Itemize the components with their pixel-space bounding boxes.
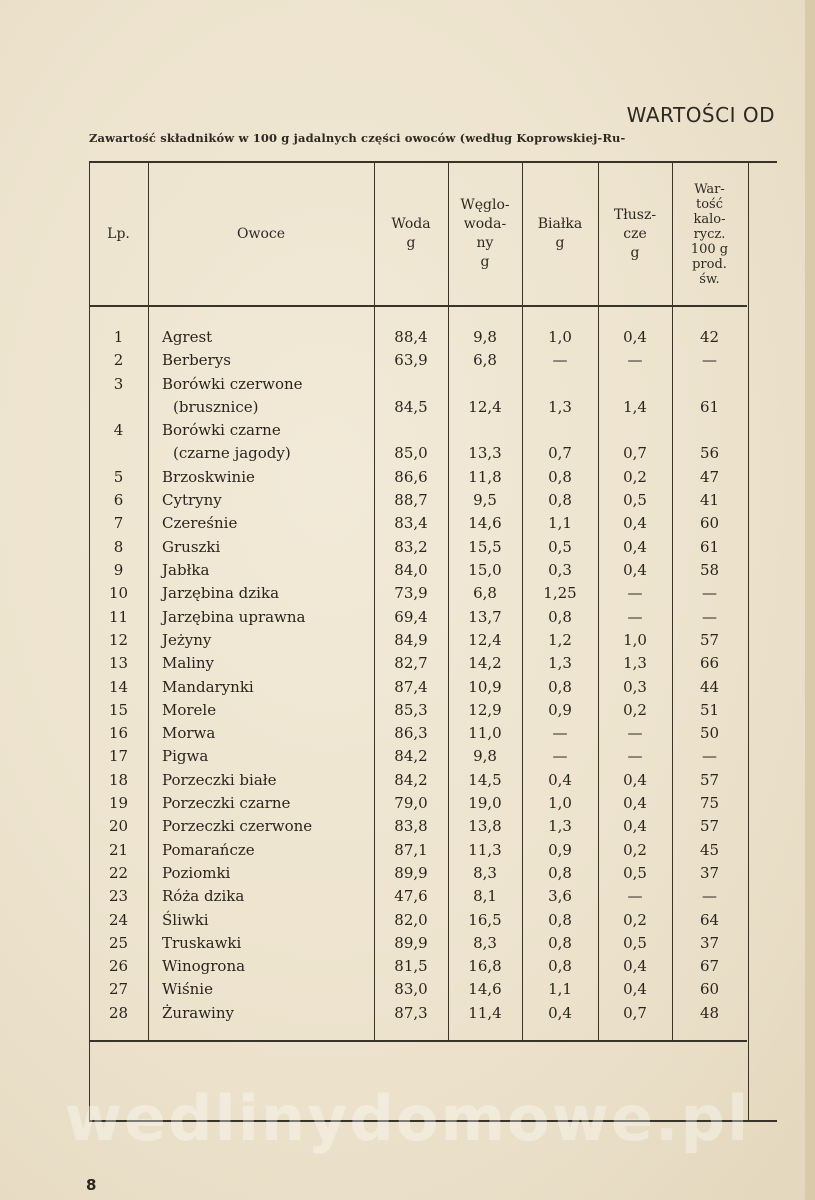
row-number: 16 [108, 724, 129, 743]
row-number: 23 [108, 887, 129, 906]
cell-weglowodany: 9,5 [473, 491, 497, 510]
row-number: 24 [108, 910, 129, 929]
cell-kalorycznosc: 61 [699, 537, 720, 556]
row-number: 18 [108, 770, 129, 789]
row-number: 15 [108, 700, 129, 719]
cell-bialka: — [552, 724, 568, 743]
header-kalorycznosc: War- tość kalo- rycz. 100 g prod. św. [690, 181, 729, 287]
cell-bialka: 0,8 [548, 863, 572, 882]
cell-tluszcze: 0,4 [623, 514, 647, 533]
cell-bialka: 1,1 [548, 514, 572, 533]
row-number: 22 [108, 863, 129, 882]
cell-tluszcze: — [627, 584, 643, 603]
header-bialka: Białka g [537, 216, 583, 251]
fruit-name: Cytryny [162, 491, 222, 510]
table-row [89, 771, 747, 794]
cell-bialka: 0,4 [548, 770, 572, 789]
cell-tluszcze: 0,2 [623, 700, 647, 719]
table-row [89, 491, 747, 514]
cell-tluszcze: — [627, 887, 643, 906]
table-row [89, 1004, 747, 1027]
cell-weglowodany: 11,3 [468, 840, 502, 859]
cell-woda: 84,5 [394, 397, 428, 416]
cell-kalorycznosc: 51 [699, 700, 720, 719]
cell-weglowodany: 12,9 [468, 700, 502, 719]
cell-tluszcze: 0,4 [623, 980, 647, 999]
cell-weglowodany: 8,1 [473, 887, 497, 906]
cell-kalorycznosc: — [702, 584, 717, 603]
table-caption: Zawartość składników w 100 g jadalnych części owoców (według Koprowskiej-Ru- [89, 131, 626, 145]
table-row [89, 421, 747, 468]
row-number: 27 [108, 980, 129, 999]
row-number: 14 [108, 677, 129, 696]
cell-kalorycznosc: 75 [699, 794, 720, 812]
cell-weglowodany: 8,3 [473, 863, 497, 882]
watermark: wedlinydomowe.pl [64, 1082, 751, 1155]
cell-woda: 83,2 [394, 537, 428, 556]
cell-kalorycznosc: 41 [699, 491, 720, 510]
cell-kalorycznosc: — [702, 747, 717, 766]
table-row [89, 468, 747, 491]
cell-kalorycznosc: 37 [699, 863, 720, 882]
table-row [89, 724, 747, 747]
table-row [89, 911, 747, 934]
cell-woda: 82,7 [394, 654, 428, 673]
cell-bialka: 0,8 [548, 607, 572, 626]
cell-kalorycznosc: 67 [699, 957, 720, 976]
fruit-name: Czereśnie [162, 514, 238, 533]
cell-tluszcze: 1,4 [623, 397, 647, 416]
row-number: 1 [113, 328, 124, 346]
cell-weglowodany: 12,4 [468, 630, 502, 649]
row-number: 12 [108, 630, 129, 649]
cell-woda: 87,3 [394, 1003, 428, 1022]
fruit-name: Jabłka [162, 561, 210, 579]
table-row [89, 678, 747, 701]
table-row [89, 747, 747, 770]
cell-tluszcze: — [627, 747, 643, 766]
cell-tluszcze: — [627, 351, 643, 370]
cell-kalorycznosc: 57 [699, 630, 720, 649]
cell-tluszcze: 0,2 [623, 840, 647, 859]
cell-tluszcze: 0,4 [623, 561, 647, 579]
cell-tluszcze: 0,5 [623, 491, 647, 510]
cell-kalorycznosc: 66 [699, 654, 720, 673]
table-row [89, 631, 747, 654]
cell-kalorycznosc: 45 [699, 840, 720, 859]
cell-weglowodany: 15,5 [468, 537, 502, 556]
cell-woda: 88,7 [394, 491, 428, 510]
header-weglowodany: Węglo- woda- ny g [460, 197, 510, 270]
table-row [89, 584, 747, 607]
cell-woda: 89,9 [394, 863, 428, 882]
fruit-name: Wiśnie [162, 980, 213, 999]
row-number: 8 [113, 537, 124, 556]
fruit-name: Agrest [162, 328, 213, 346]
fruit-name: Pomarańcze [162, 840, 255, 859]
row-number: 7 [113, 514, 124, 533]
cell-tluszcze: 1,3 [623, 654, 647, 673]
table-row [89, 538, 747, 561]
row-number: 19 [108, 794, 129, 812]
cell-woda: 84,2 [394, 747, 428, 766]
fruit-name: Porzeczki czerwone [162, 817, 313, 836]
table-row [89, 934, 747, 957]
cell-weglowodany: 11,8 [468, 467, 502, 486]
cell-weglowodany: 9,8 [473, 747, 497, 766]
cell-kalorycznosc: 57 [699, 770, 720, 789]
cell-kalorycznosc: 60 [699, 514, 720, 533]
fruit-name: Śliwki [162, 910, 209, 929]
cell-bialka: 1,3 [548, 397, 572, 416]
cell-weglowodany: 19,0 [468, 794, 502, 812]
cell-woda: 85,3 [394, 700, 428, 719]
cell-weglowodany: 15,0 [468, 561, 502, 579]
row-number: 26 [108, 957, 129, 976]
cell-woda: 81,5 [394, 957, 428, 976]
cell-woda: 86,3 [394, 724, 428, 743]
row-number: 11 [108, 607, 129, 626]
cell-woda: 86,6 [394, 467, 428, 486]
cell-woda: 83,0 [394, 980, 428, 999]
cell-tluszcze: 0,4 [623, 770, 647, 789]
fruit-name: Gruszki [162, 537, 221, 556]
cell-tluszcze: 0,2 [623, 467, 647, 486]
cell-kalorycznosc: — [702, 607, 717, 626]
cell-kalorycznosc: 44 [699, 677, 720, 696]
fruit-name: Róża dzika [162, 887, 245, 906]
table-row [89, 817, 747, 840]
cell-bialka: 0,7 [548, 444, 572, 463]
cell-kalorycznosc: 58 [699, 561, 720, 579]
cell-weglowodany: 8,3 [473, 933, 497, 952]
fruit-name: Porzeczki białe [162, 770, 277, 789]
fruit-name: Maliny [162, 654, 215, 673]
fruit-name: Porzeczki czarne [162, 794, 291, 812]
cell-woda: 87,4 [394, 677, 428, 696]
cell-weglowodany: 11,4 [468, 1003, 502, 1022]
table-row [89, 328, 747, 351]
cell-woda: 69,4 [394, 607, 428, 626]
header-owoce: Owoce [236, 225, 285, 242]
row-number: 10 [108, 584, 129, 603]
row-number: 9 [113, 561, 124, 579]
cell-woda: 82,0 [394, 910, 428, 929]
table-row [89, 351, 747, 374]
fruit-name: Berberys [162, 351, 231, 370]
cell-weglowodany: 10,9 [468, 677, 502, 696]
cell-bialka: 0,9 [548, 840, 572, 859]
cell-woda: 89,9 [394, 933, 428, 952]
table-row [89, 841, 747, 864]
fruit-name: Jarzębina uprawna [162, 607, 306, 626]
row-number: 5 [113, 467, 124, 486]
cell-weglowodany: 13,7 [468, 607, 502, 626]
cell-woda: 73,9 [394, 584, 428, 603]
cell-weglowodany: 12,4 [468, 397, 502, 416]
row-number: 28 [108, 1003, 129, 1022]
cell-weglowodany: 16,8 [468, 957, 502, 976]
cell-weglowodany: 14,6 [468, 514, 502, 533]
cell-weglowodany: 6,8 [473, 584, 497, 603]
cell-tluszcze: — [627, 607, 643, 626]
cell-kalorycznosc: 48 [699, 1003, 720, 1022]
cell-kalorycznosc: 50 [699, 724, 720, 743]
cell-woda: 83,4 [394, 514, 428, 533]
table-row [89, 514, 747, 537]
cell-bialka: 3,6 [548, 887, 572, 906]
row-number: 4 [113, 421, 124, 440]
page-edge [805, 0, 815, 1200]
running-head: WARTOŚCI OD [626, 103, 775, 127]
cell-weglowodany: 9,8 [473, 328, 497, 346]
cell-bialka: 1,25 [543, 584, 577, 603]
cell-kalorycznosc: 61 [699, 397, 720, 416]
cell-bialka: 1,1 [548, 980, 572, 999]
cell-bialka: — [552, 747, 568, 766]
cell-woda: 63,9 [394, 351, 428, 370]
cell-weglowodany: 14,5 [468, 770, 502, 789]
fruit-name: Borówki czerwone [162, 374, 303, 393]
cell-tluszcze: 0,5 [623, 863, 647, 882]
cell-woda: 84,0 [394, 561, 428, 579]
table-row [89, 957, 747, 980]
cell-tluszcze: 0,7 [623, 1003, 647, 1022]
header-rule [89, 305, 747, 307]
cell-kalorycznosc: 64 [699, 910, 720, 929]
row-number: 21 [108, 840, 129, 859]
cell-tluszcze: 0,3 [623, 677, 647, 696]
table-row [89, 608, 747, 631]
page-number: 8 [86, 1176, 97, 1194]
table-row [89, 980, 747, 1003]
table-row [89, 561, 747, 584]
cell-kalorycznosc: 57 [699, 817, 720, 836]
table-row [89, 864, 747, 887]
cell-tluszcze: 0,5 [623, 933, 647, 952]
cell-bialka: 0,5 [548, 537, 572, 556]
cell-woda: 83,8 [394, 817, 428, 836]
fruit-name: Mandarynki [162, 677, 254, 696]
cell-weglowodany: 11,0 [468, 724, 502, 743]
cell-weglowodany: 6,8 [473, 351, 497, 370]
row-number: 20 [108, 817, 129, 836]
row-number: 6 [113, 491, 124, 510]
cell-kalorycznosc: — [702, 351, 717, 370]
cell-bialka: 1,3 [548, 654, 572, 673]
fruit-name: Morele [162, 700, 217, 719]
cell-bialka: 0,3 [548, 561, 572, 579]
cell-woda: 87,1 [394, 840, 428, 859]
cell-bialka: 0,4 [548, 1003, 572, 1022]
cell-weglowodany: 13,3 [468, 444, 502, 463]
cell-tluszcze: 1,0 [623, 630, 647, 649]
fruit-name: Żurawiny [162, 1003, 234, 1022]
table-row [89, 375, 747, 422]
cell-woda: 84,2 [394, 770, 428, 789]
cell-weglowodany: 14,2 [468, 654, 502, 673]
cell-tluszcze: 0,7 [623, 444, 647, 463]
table-row [89, 887, 747, 910]
cell-tluszcze: 0,4 [623, 957, 647, 976]
cell-bialka: 1,0 [548, 328, 572, 346]
cell-bialka: 0,8 [548, 467, 572, 486]
cell-bialka: 0,8 [548, 910, 572, 929]
cell-kalorycznosc: 60 [699, 980, 720, 999]
row-number: 13 [108, 654, 129, 673]
row-number: 3 [113, 374, 124, 393]
cell-woda: 84,9 [394, 630, 428, 649]
cell-bialka: 0,8 [548, 677, 572, 696]
fruit-name: Brzoskwinie [162, 467, 255, 486]
cell-bialka: — [552, 351, 568, 370]
cell-tluszcze: 0,4 [623, 537, 647, 556]
header-woda: Woda g [391, 216, 431, 251]
fruit-name-note: (brusznice) [173, 397, 259, 416]
cell-woda: 88,4 [394, 328, 428, 346]
fruit-name: Borówki czarne [162, 421, 281, 440]
fruit-name: Poziomki [162, 863, 231, 882]
cell-woda: 79,0 [394, 794, 428, 812]
cell-weglowodany: 14,6 [468, 980, 502, 999]
cell-bialka: 0,8 [548, 491, 572, 510]
cell-tluszcze: 0,4 [623, 794, 647, 812]
cell-bialka: 1,0 [548, 794, 572, 812]
fruit-name-note: (czarne jagody) [173, 444, 291, 463]
cell-tluszcze: 0,4 [623, 328, 647, 346]
cell-tluszcze: 0,2 [623, 910, 647, 929]
cell-bialka: 0,9 [548, 700, 572, 719]
row-number: 17 [108, 747, 129, 766]
fruit-name: Morwa [162, 724, 216, 743]
row-number: 2 [113, 351, 124, 370]
cell-bialka: 0,8 [548, 933, 572, 952]
cell-tluszcze: 0,4 [623, 817, 647, 836]
cell-tluszcze: — [627, 724, 643, 743]
header-lp: Lp. [107, 225, 130, 242]
cell-bialka: 1,3 [548, 817, 572, 836]
fruit-name: Pigwa [162, 747, 209, 766]
fruit-name: Jeżyny [162, 630, 212, 649]
header-tluszcze: Tłusz- cze g [613, 206, 657, 261]
cell-weglowodany: 13,8 [468, 817, 502, 836]
fruit-name: Winogrona [162, 957, 246, 976]
cell-bialka: 1,2 [548, 630, 572, 649]
table-row [89, 701, 747, 724]
cell-woda: 85,0 [394, 444, 428, 463]
cell-kalorycznosc: 47 [699, 467, 720, 486]
table-bottom-rule [89, 1040, 747, 1042]
table-row [89, 794, 747, 817]
cell-woda: 47,6 [394, 887, 428, 906]
fruit-name: Truskawki [162, 933, 242, 952]
fruit-name: Jarzębina dzika [162, 584, 280, 603]
cell-kalorycznosc: 42 [699, 328, 720, 346]
table-row [89, 654, 747, 677]
cell-weglowodany: 16,5 [468, 910, 502, 929]
cell-kalorycznosc: 56 [699, 444, 720, 463]
cell-bialka: 0,8 [548, 957, 572, 976]
cell-kalorycznosc: 37 [699, 933, 720, 952]
cell-kalorycznosc: — [702, 887, 717, 906]
row-number: 25 [108, 933, 129, 952]
